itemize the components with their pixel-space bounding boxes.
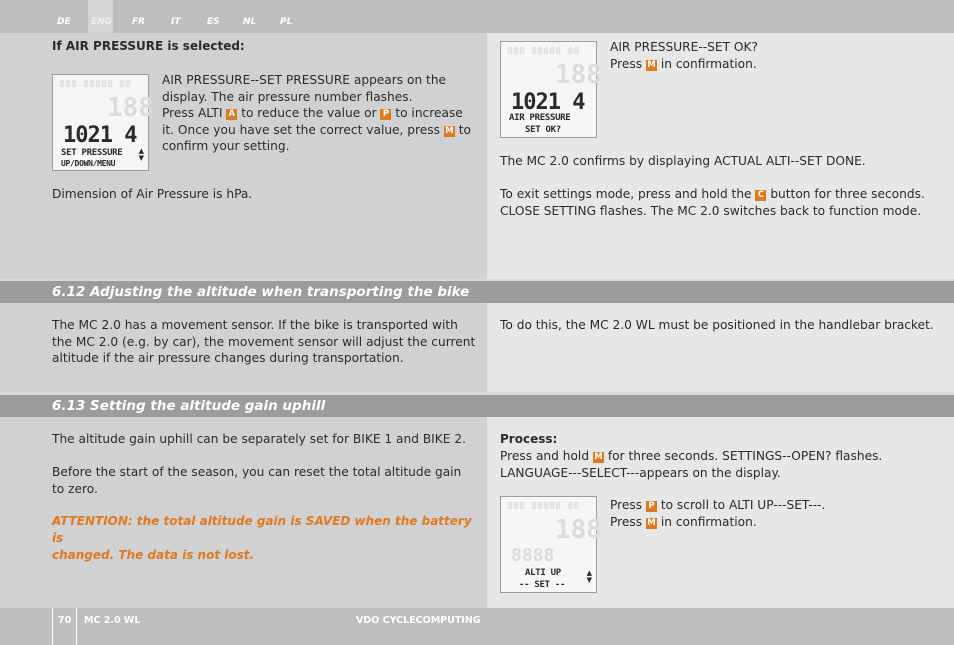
alti-key-icon: A	[226, 109, 237, 120]
lang-es[interactable]: ES	[207, 17, 220, 27]
handlebar-bracket-text: To do this, the MC 2.0 WL must be positioned in the handlebar bracket.	[500, 318, 934, 332]
lcd-set-ok-image: 888 88888 88 188 1021 4 AIR PRESSURE SET OK?	[500, 41, 597, 138]
altitude-gain-intro: The altitude gain uphill can be separately set for BIKE 1 and BIKE 2.	[52, 432, 466, 446]
section-title-6-12: 6.12 Adjusting the altitude when transporting the bike	[52, 284, 470, 300]
lang-pl[interactable]: PL	[280, 17, 293, 27]
menu-key-icon: M	[647, 59, 656, 70]
process-text: Press and hold M for three seconds. SETTINGS--OPEN? flashes. LANGUAGE---SELECT---appears on the display.	[500, 449, 883, 480]
exit-settings-text: To exit settings mode, press and hold the C button for three seconds. CLOSE SETTING flashes. The MC 2.0 switches back to function mode.	[500, 187, 925, 218]
c-key-icon: C	[755, 190, 766, 201]
reset-altitude-text: Before the start of the season, you can reset the total altitude gain to zero.	[52, 465, 462, 496]
plus-key-icon: P	[646, 501, 657, 512]
attention-note: ATTENTION: the total altitude gain is SAVED when the battery is changed. The data is not lost.	[52, 514, 472, 562]
up-down-arrows-icon: ▲ ▼	[586, 569, 592, 584]
model-name: MC 2.0 WL	[84, 615, 141, 626]
lang-nl[interactable]: NL	[243, 17, 257, 27]
footer-divider	[52, 608, 53, 645]
up-down-arrows-icon: ▲ ▼	[138, 147, 144, 162]
footer-divider	[76, 608, 77, 645]
confirm-text: The MC 2.0 confirms by displaying ACTUAL ALTI--SET DONE.	[500, 154, 866, 168]
process-label: Process:	[500, 432, 558, 446]
air-pressure-heading: If AIR PRESSURE is selected:	[52, 39, 245, 53]
menu-key-icon: M	[445, 125, 454, 136]
lang-it[interactable]: IT	[171, 17, 181, 27]
lang-fr[interactable]: FR	[132, 17, 146, 27]
lcd-set-pressure-image: 888 88888 88 188 1021 4 SET PRESSURE UP/DOWN/MENU ▲ ▼	[52, 74, 149, 171]
lang-de[interactable]: DE	[57, 17, 71, 27]
section-title-6-13: 6.13 Setting the altitude gain uphill	[52, 398, 326, 414]
language-bar	[0, 0, 954, 33]
dimension-note: Dimension of Air Pressure is hPa.	[52, 187, 253, 201]
section-bar-6-12	[0, 281, 954, 303]
scroll-instructions: Press P to scroll to ALTI UP---SET---. Press M in confirmation.	[610, 498, 826, 529]
plus-key-icon: P	[380, 109, 391, 120]
lcd-alti-up-image: 888 88888 88 188 8888 ALTI UP -- SET -- ▲ ▼	[500, 496, 597, 593]
menu-key-icon: M	[647, 517, 656, 528]
lang-eng[interactable]: ENG	[91, 17, 113, 27]
set-ok-instructions: AIR PRESSURE--SET OK? Press M in confirmation.	[610, 40, 758, 71]
brand-name: VDO CYCLECOMPUTING	[356, 615, 481, 626]
movement-sensor-text: The MC 2.0 has a movement sensor. If the bike is transported with the MC 2.0 (e.g. by car), the movement sensor will adjust the current altitude if the air pressure changes during transportation.	[52, 318, 476, 365]
footer-bar	[0, 608, 954, 645]
air-pressure-instructions: AIR PRESSURE--SET PRESSURE appears on the display. The air pressure number flashes. Press ALTI A to reduce the value or P to increase it. Once you have set the correct value, press M to confirm your setting.	[162, 73, 471, 153]
page-number: 70	[58, 615, 72, 626]
menu-key-icon: M	[594, 452, 603, 462]
section-bar-6-13	[0, 395, 954, 417]
